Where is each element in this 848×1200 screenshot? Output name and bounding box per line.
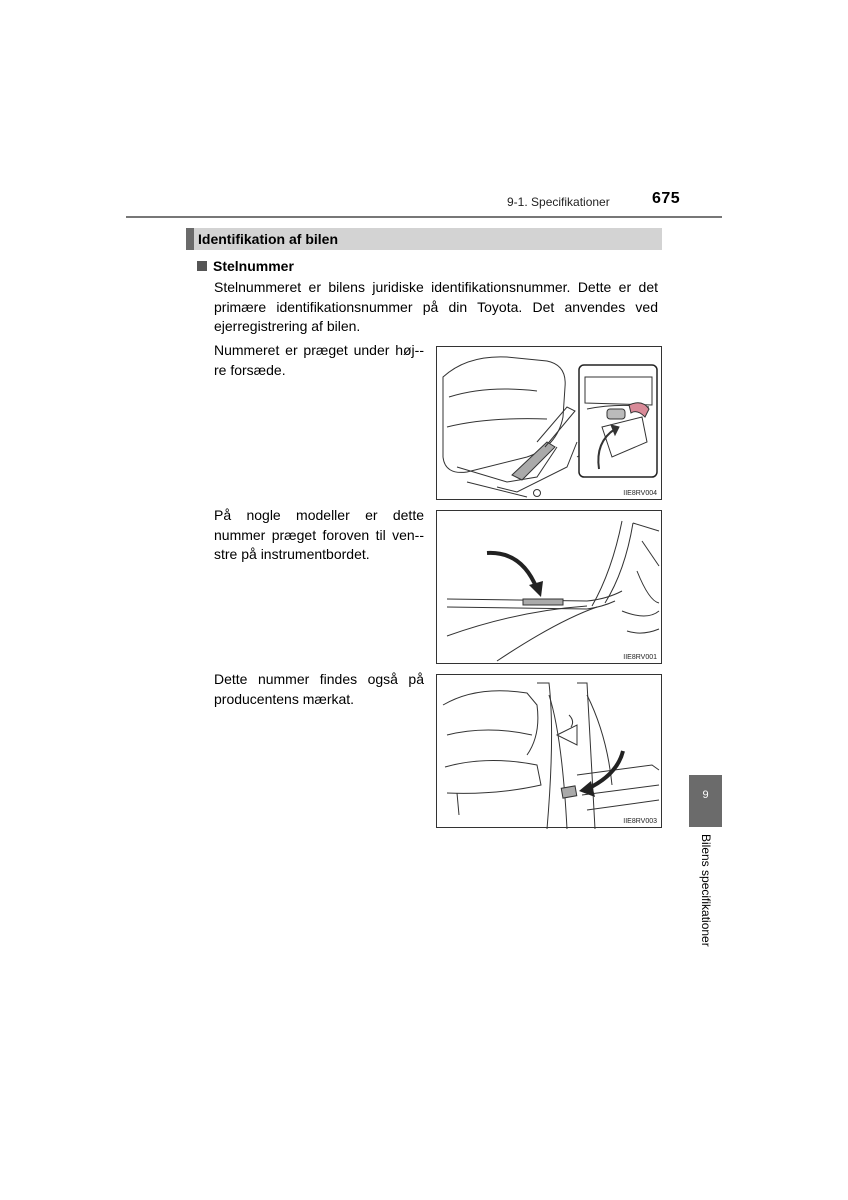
chapter-side-label: Bilens specifikationer bbox=[699, 834, 713, 947]
figure-2-code: IIE8RV001 bbox=[623, 654, 657, 661]
header-section-label: 9-1. Specifikationer bbox=[507, 195, 610, 209]
figure-2-text: På nogle modeller er dette nummer præget foroven til ven-stre på instrumentbordet. bbox=[214, 507, 424, 562]
door-pillar-label-illustration-icon bbox=[437, 675, 663, 829]
body-paragraph: Stelnummeret er bilens juridiske identifikationsnummer. Dette er det primære identifikationsnummer på din Toyota. Det anvendes ved ejerregistrering af bilen. bbox=[214, 279, 658, 334]
header-rule bbox=[126, 216, 722, 218]
figure-1-text: Nummeret er præget under høj-re forsæde. bbox=[214, 342, 424, 378]
figure-1-code: IIE8RV004 bbox=[623, 490, 657, 497]
figure-1 bbox=[436, 346, 662, 500]
figure-3-text: Dette nummer findes også på producentens mærkat. bbox=[214, 671, 424, 707]
dashboard-windshield-illustration-icon bbox=[437, 511, 663, 665]
section-title: Identifikation af bilen bbox=[198, 231, 339, 247]
square-bullet-icon bbox=[197, 261, 207, 271]
figure-3 bbox=[436, 674, 662, 828]
subheading bbox=[197, 258, 294, 274]
subheading-text: Stelnummer bbox=[213, 258, 294, 274]
section-title-bar bbox=[186, 228, 662, 250]
figure-3-code: IIE8RV003 bbox=[623, 818, 657, 825]
figure-2 bbox=[436, 510, 662, 664]
page-number: 675 bbox=[652, 190, 681, 207]
chapter-tab-number: 9 bbox=[702, 789, 709, 801]
chapter-tab bbox=[689, 775, 722, 827]
under-seat-illustration-icon bbox=[437, 347, 663, 501]
